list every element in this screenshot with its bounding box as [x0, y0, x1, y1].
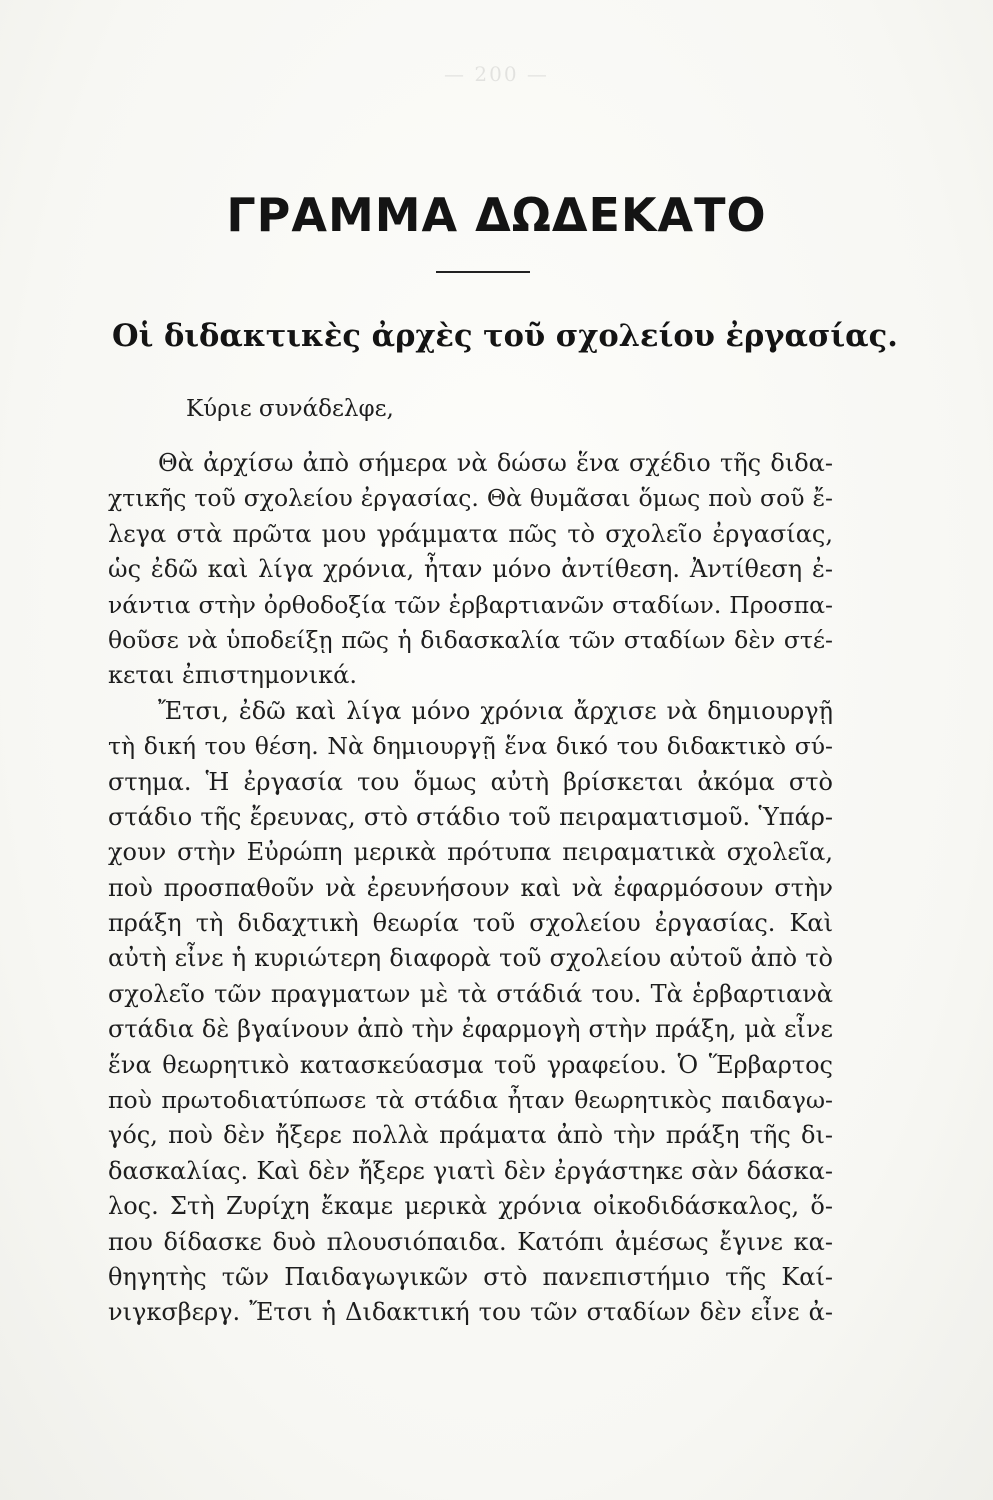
text-line: νιγκσβεργ. Ἔτσι ἡ Διδακτική του τῶν σταδίων δὲν εἶνε ἀ- — [108, 1298, 833, 1327]
section-heading: Οἱ διδακτικὲς ἀρχὲς τοῦ σχολείου ἐργασίας. — [112, 318, 898, 354]
text-line: σχολεῖο τῶν πραγματων μὲ τὰ στάδιά του. Τὰ ἑρβαρτιανὰ — [108, 979, 833, 1008]
text-line: νάντια στὴν ὀρθοδοξία τῶν ἑρβαρτιανῶν σταδίων. Προσπα- — [108, 590, 833, 619]
text-line: δασκαλίας. Καὶ δὲν ἤξερε γιατὶ δὲν ἐργάστηκε σὰν δάσκα- — [108, 1156, 833, 1185]
text-line: χουν στὴν Εὐρώπη μερικὰ πρότυπα πειραματικὰ σχολεῖα, — [108, 838, 833, 867]
text-line: που δίδασκε δυὸ πλουσιόπαιδα. Κατόπι ἀμέσως ἔγινε κα- — [108, 1227, 833, 1256]
text-line: λος. Στὴ Ζυρίχη ἔκαμε μερικὰ χρόνια οἰκοδιδάσκαλος, ὅ- — [108, 1192, 833, 1221]
text-line: ὡς ἐδῶ καὶ λίγα χρόνια, ἦταν μόνο ἀντίθεση. Ἀντίθεση ἐ- — [108, 555, 833, 584]
text-line: Θὰ ἀρχίσω ἀπὸ σήμερα νὰ δώσω ἕνα σχέδιο τῆς διδα- — [158, 449, 833, 477]
bleed-through-page-number: — 200 — — [444, 62, 549, 86]
salutation: Κύριε συνάδελφε, — [186, 396, 394, 422]
text-line: ποὺ πρωτοδιατύπωσε τὰ στάδια ἦταν θεωρητικὸς παιδαγω- — [108, 1086, 833, 1115]
text-line: αὐτὴ εἶνε ἡ κυριώτερη διαφορὰ τοῦ σχολείου αὐτοῦ ἀπὸ τὸ — [108, 944, 833, 973]
body-text — [108, 446, 833, 1331]
text-line: κεται ἐπιστημονικά. — [108, 661, 357, 690]
text-line: τὴ δική του θέση. Νὰ δημιουργῇ ἕνα δικό του διδακτικὸ σύ- — [108, 732, 833, 761]
text-line: θηγητὴς τῶν Παιδαγωγικῶν στὸ πανεπιστήμιο τῆς Καί- — [108, 1262, 833, 1291]
text-line: στάδια δὲ βγαίνουν ἀπὸ τὴν ἐφαρμογὴ στὴν πράξη, μὰ εἶνε — [108, 1015, 833, 1044]
text-line: ἕνα θεωρητικὸ κατασκεύασμα τοῦ γραφείου. Ὁ Ἕρβαρτος — [108, 1050, 833, 1079]
text-line: στημα. Ἡ ἐργασία του ὅμως αὐτὴ βρίσκεται ἀκόμα στὸ — [108, 767, 833, 796]
text-line: χτικῆς τοῦ σχολείου ἐργασίας. Θὰ θυμᾶσαι ὅμως ποὺ σοῦ ἔ- — [108, 484, 833, 513]
title-divider — [436, 271, 530, 273]
text-line: θοῦσε νὰ ὑποδείξῃ πῶς ἡ διδασκαλία τῶν σταδίων δὲν στέ- — [108, 625, 833, 654]
text-line: ποὺ προσπαθοῦν νὰ ἐρευνήσουν καὶ νὰ ἐφαρμόσουν στὴν — [108, 873, 833, 902]
text-line: Ἔτσι, ἐδῶ καὶ λίγα μόνο χρόνια ἄρχισε νὰ δημιουργῇ — [158, 696, 833, 725]
chapter-title: ΓΡΑΜΜΑ ΔΩΔΕΚΑΤΟ — [226, 188, 767, 242]
text-line: στάδιο τῆς ἔρευνας, στὸ στάδιο τοῦ πειραματισμοῦ. Ὑπάρ- — [108, 802, 833, 831]
text-line: γός, ποὺ δὲν ἤξερε πολλὰ πράματα ἀπὸ τὴν πράξη τῆς δι- — [108, 1121, 833, 1150]
text-line: λεγα στὰ πρῶτα μου γράμματα πῶς τὸ σχολεῖο ἐργασίας, — [108, 519, 833, 548]
text-line: πράξη τὴ διδαχτικὴ θεωρία τοῦ σχολείου ἐργασίας. Καὶ — [108, 909, 833, 938]
